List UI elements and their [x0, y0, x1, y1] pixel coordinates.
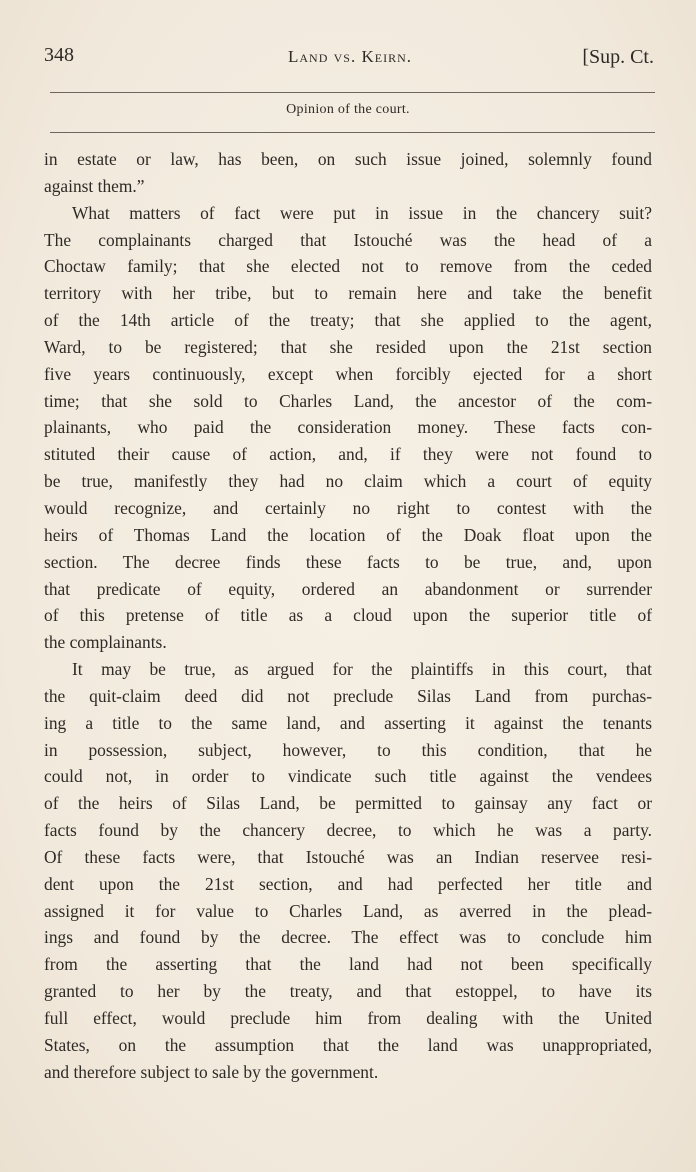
text-line: The complainants charged that Istouché was the head of a: [44, 229, 652, 250]
text-line: granted to her by the treaty, and that estoppel, to have its: [44, 981, 652, 1002]
text-line: Ward, to be registered; that she resided upon the 21st section: [44, 336, 652, 357]
text-line: It may be true, as argued for the plaintiffs in this court, that: [72, 659, 652, 680]
text-line: plainants, who paid the consideration money. These facts con-: [44, 417, 652, 438]
page-number: 348: [44, 44, 74, 66]
text-line: dent upon the 21st section, and had perfected her title and: [44, 873, 652, 894]
text-line: the complainants.: [44, 632, 167, 653]
text-line: full effect, would preclude him from dealing with the United: [44, 1008, 652, 1028]
text-line: What matters of fact were put in issue in the chancery suit?: [72, 202, 652, 223]
text-line: against them.”: [44, 175, 145, 196]
opinion-text: [44, 146, 652, 1086]
text-line: and therefore subject to sale by the government.: [44, 1061, 379, 1082]
section-label: Opinion of the court.: [286, 102, 410, 117]
court-designation: [Sup. Ct.: [582, 46, 654, 68]
text-line: time; that she sold to Charles Land, the ancestor of the com-: [44, 390, 652, 411]
text-line: stituted their cause of action, and, if they were not found to: [44, 444, 652, 465]
text-line: of the heirs of Silas Land, be permitted to gainsay any fact or: [44, 793, 652, 814]
text-line: assigned it for value to Charles Land, as averred in the plead-: [44, 900, 652, 921]
text-line: Of these facts were, that Istouché was an Indian reservee resi-: [44, 846, 652, 867]
text-line: five years continuously, except when forcibly ejected for a short: [44, 363, 652, 384]
text-line: of the 14th article of the treaty; that she applied to the agent,: [44, 310, 652, 331]
text-line: facts found by the chancery decree, to which he was a party.: [44, 820, 652, 841]
text-line: in possession, subject, however, to this condition, that he: [44, 739, 652, 760]
text-line: the quit-claim deed did not preclude Silas Land from purchas-: [44, 685, 652, 706]
text-line: heirs of Thomas Land the location of the Doak float upon the: [44, 524, 652, 545]
header-rule-bottom: [50, 132, 655, 133]
text-line: could not, in order to vindicate such title against the vendees: [44, 766, 652, 787]
text-line: from the asserting that the land had not been specifically: [44, 954, 652, 975]
text-line: be true, manifestly they had no claim which a court of equity: [44, 471, 652, 492]
header-rule-top: [50, 92, 655, 93]
text-line: ings and found by the decree. The effect was to conclude him: [44, 927, 652, 948]
text-line: section. The decree finds these facts to be true, and, upon: [44, 551, 652, 572]
text-line: in estate or law, has been, on such issue joined, solemnly found: [44, 149, 652, 169]
text-line: ing a title to the same land, and asserting it against the tenants: [44, 712, 652, 733]
text-line: territory with her tribe, but to remain here and take the benefit: [44, 283, 652, 304]
text-line: would recognize, and certainly no right to contest with the: [44, 497, 652, 518]
text-line: that predicate of equity, ordered an abandonment or surrender: [44, 578, 652, 599]
text-line: States, on the assumption that the land was unappropriated,: [44, 1034, 652, 1055]
text-line: of this pretense of title as a cloud upon the superior title of: [44, 605, 652, 626]
case-title: Land vs. Keirn.: [288, 47, 412, 66]
text-line: Choctaw family; that she elected not to remove from the ceded: [44, 256, 652, 277]
running-head: [40, 44, 660, 80]
